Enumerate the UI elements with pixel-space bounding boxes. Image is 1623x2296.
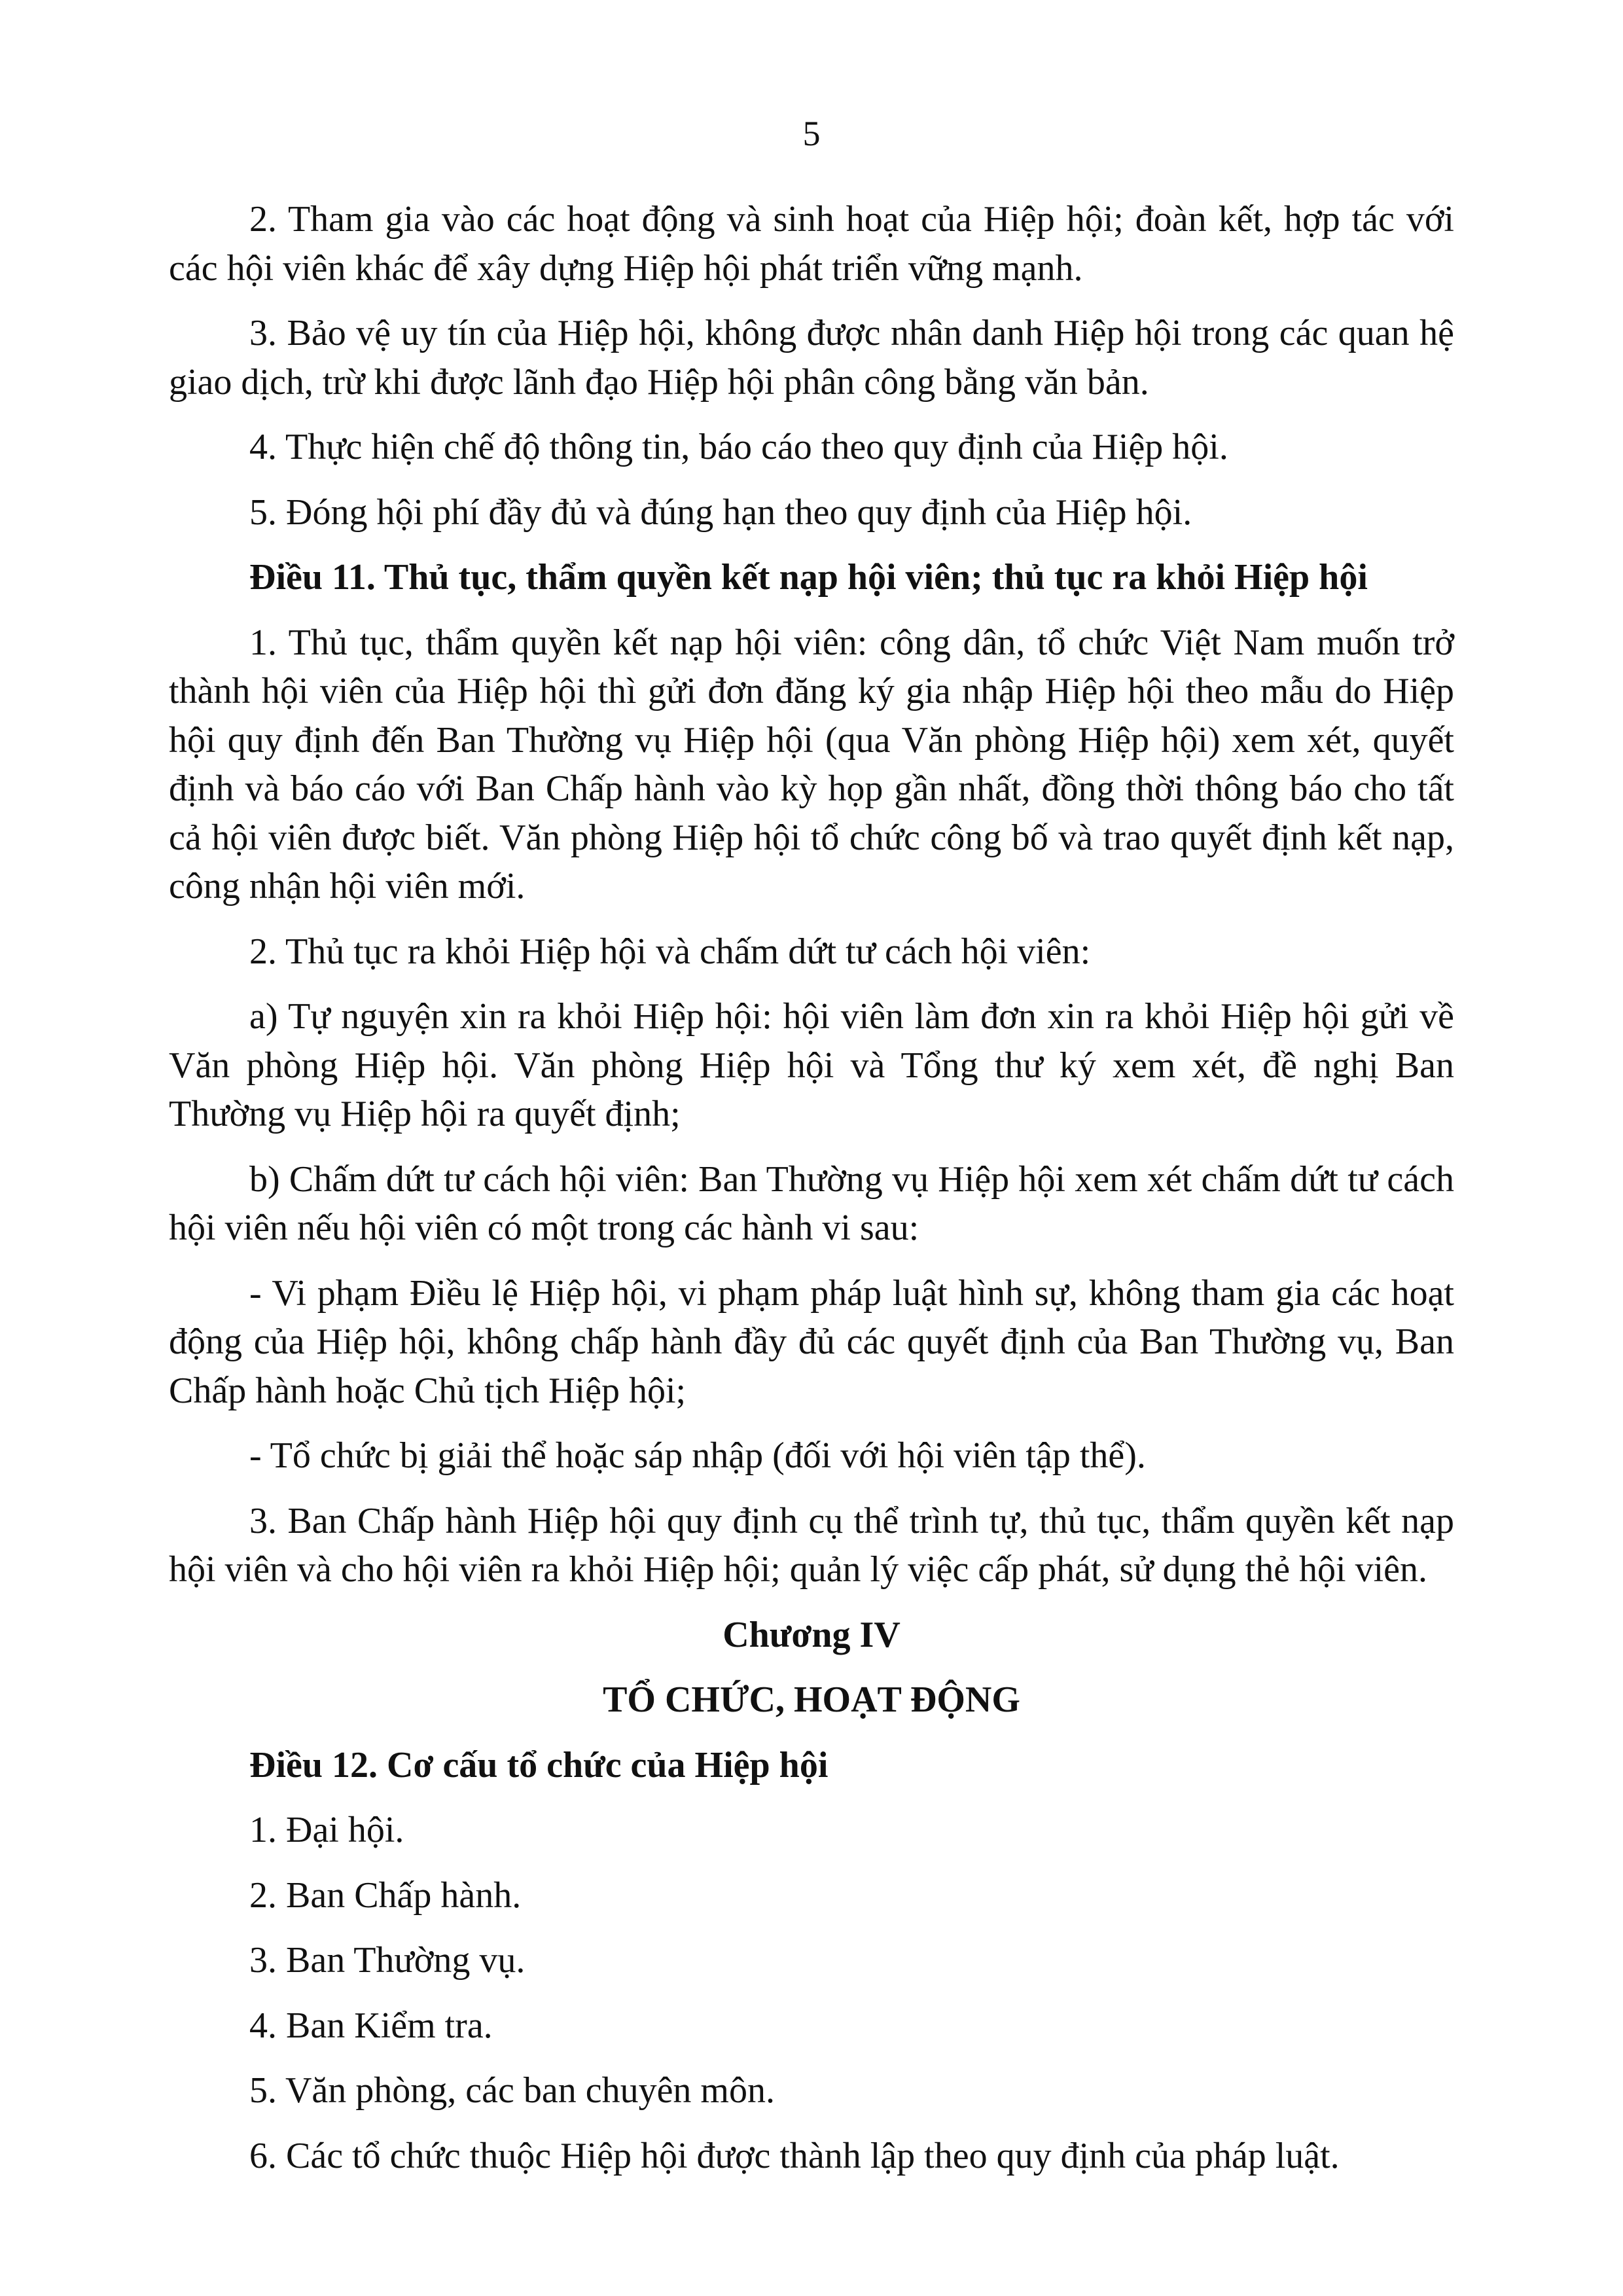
article-12-item: 2. Ban Chấp hành.: [249, 1874, 522, 1916]
article-12-item: 5. Văn phòng, các ban chuyên môn.: [249, 2070, 775, 2111]
article-11-clause-2b-item-2: - Tổ chức bị giải thể hoặc sáp nhập (đối với hội viên tập thể).: [249, 1435, 1146, 1476]
chapter-title: TỔ CHỨC, HOẠT ĐỘNG: [603, 1679, 1020, 1720]
article-12-item: 3. Ban Thường vụ.: [249, 1940, 526, 1981]
article-12-item: 1. Đại hội.: [249, 1810, 404, 1850]
article-11-clause-1: 1. Thủ tục, thẩm quyền kết nạp hội viên: công dân, tổ chức Việt Nam muốn trở thành hội viên của Hiệp hội thì gửi đơn đăng ký gia nhập Hiệp hội theo mẫu do Hiệp hội quy định đến Ban Thường vụ Hiệp hội (qua Văn phòng Hiệp hội) xem xét, quyết định và báo cáo với Ban Chấp hành vào kỳ họp gần nhất, đồng thời thông báo cho tất cả hội viên được biết. Văn phòng Hiệp hội tổ chức công bố và trao quyết định kết nạp, công nhận hội viên mới.: [169, 622, 1454, 906]
chapter-label: Chương IV: [722, 1614, 901, 1655]
paragraph-duty-4: 4. Thực hiện chế độ thông tin, báo cáo theo quy định của Hiệp hội.: [249, 427, 1228, 467]
document-body: [169, 195, 1454, 2180]
paragraph-duty-3: 3. Bảo vệ uy tín của Hiệp hội, không được nhân danh Hiệp hội trong các quan hệ giao dịch, trừ khi được lãnh đạo Hiệp hội phân công bằng văn bản.: [169, 313, 1454, 403]
article-12-item: 6. Các tổ chức thuộc Hiệp hội được thành lập theo quy định của pháp luật.: [249, 2135, 1340, 2176]
page-number: 5: [802, 114, 821, 153]
article-11-clause-2: 2. Thủ tục ra khỏi Hiệp hội và chấm dứt tư cách hội viên:: [249, 931, 1091, 972]
paragraph-duty-2: 2. Tham gia vào các hoạt động và sinh hoạt của Hiệp hội; đoàn kết, hợp tác với các hội viên khác để xây dựng Hiệp hội phát triển vững mạnh.: [169, 199, 1454, 289]
article-12-item: 4. Ban Kiểm tra.: [249, 2005, 493, 2046]
article-11-heading: Điều 11. Thủ tục, thẩm quyền kết nạp hội viên; thủ tục ra khỏi Hiệp hội: [249, 557, 1368, 598]
article-11-clause-3: 3. Ban Chấp hành Hiệp hội quy định cụ thể trình tự, thủ tục, thẩm quyền kết nạp hội viên và cho hội viên ra khỏi Hiệp hội; quản lý việc cấp phát, sử dụng thẻ hội viên.: [169, 1500, 1454, 1590]
article-12-heading: Điều 12. Cơ cấu tổ chức của Hiệp hội: [249, 1744, 829, 1785]
article-11-clause-2a: a) Tự nguyện xin ra khỏi Hiệp hội: hội viên làm đơn xin ra khỏi Hiệp hội gửi về Văn phòng Hiệp hội. Văn phòng Hiệp hội và Tổng thư ký xem xét, đề nghị Ban Thường vụ Hiệp hội ra quyết định;: [169, 996, 1454, 1134]
article-11-clause-2b-item-1: - Vi phạm Điều lệ Hiệp hội, vi phạm pháp luật hình sự, không tham gia các hoạt động của Hiệp hội, không chấp hành đầy đủ các quyết định của Ban Thường vụ, Ban Chấp hành hoặc Chủ tịch Hiệp hội;: [169, 1272, 1454, 1411]
paragraph-duty-5: 5. Đóng hội phí đầy đủ và đúng hạn theo quy định của Hiệp hội.: [249, 492, 1192, 533]
article-11-clause-2b: b) Chấm dứt tư cách hội viên: Ban Thường vụ Hiệp hội xem xét chấm dứt tư cách hội viên nếu hội viên có một trong các hành vi sau:: [169, 1158, 1454, 1248]
